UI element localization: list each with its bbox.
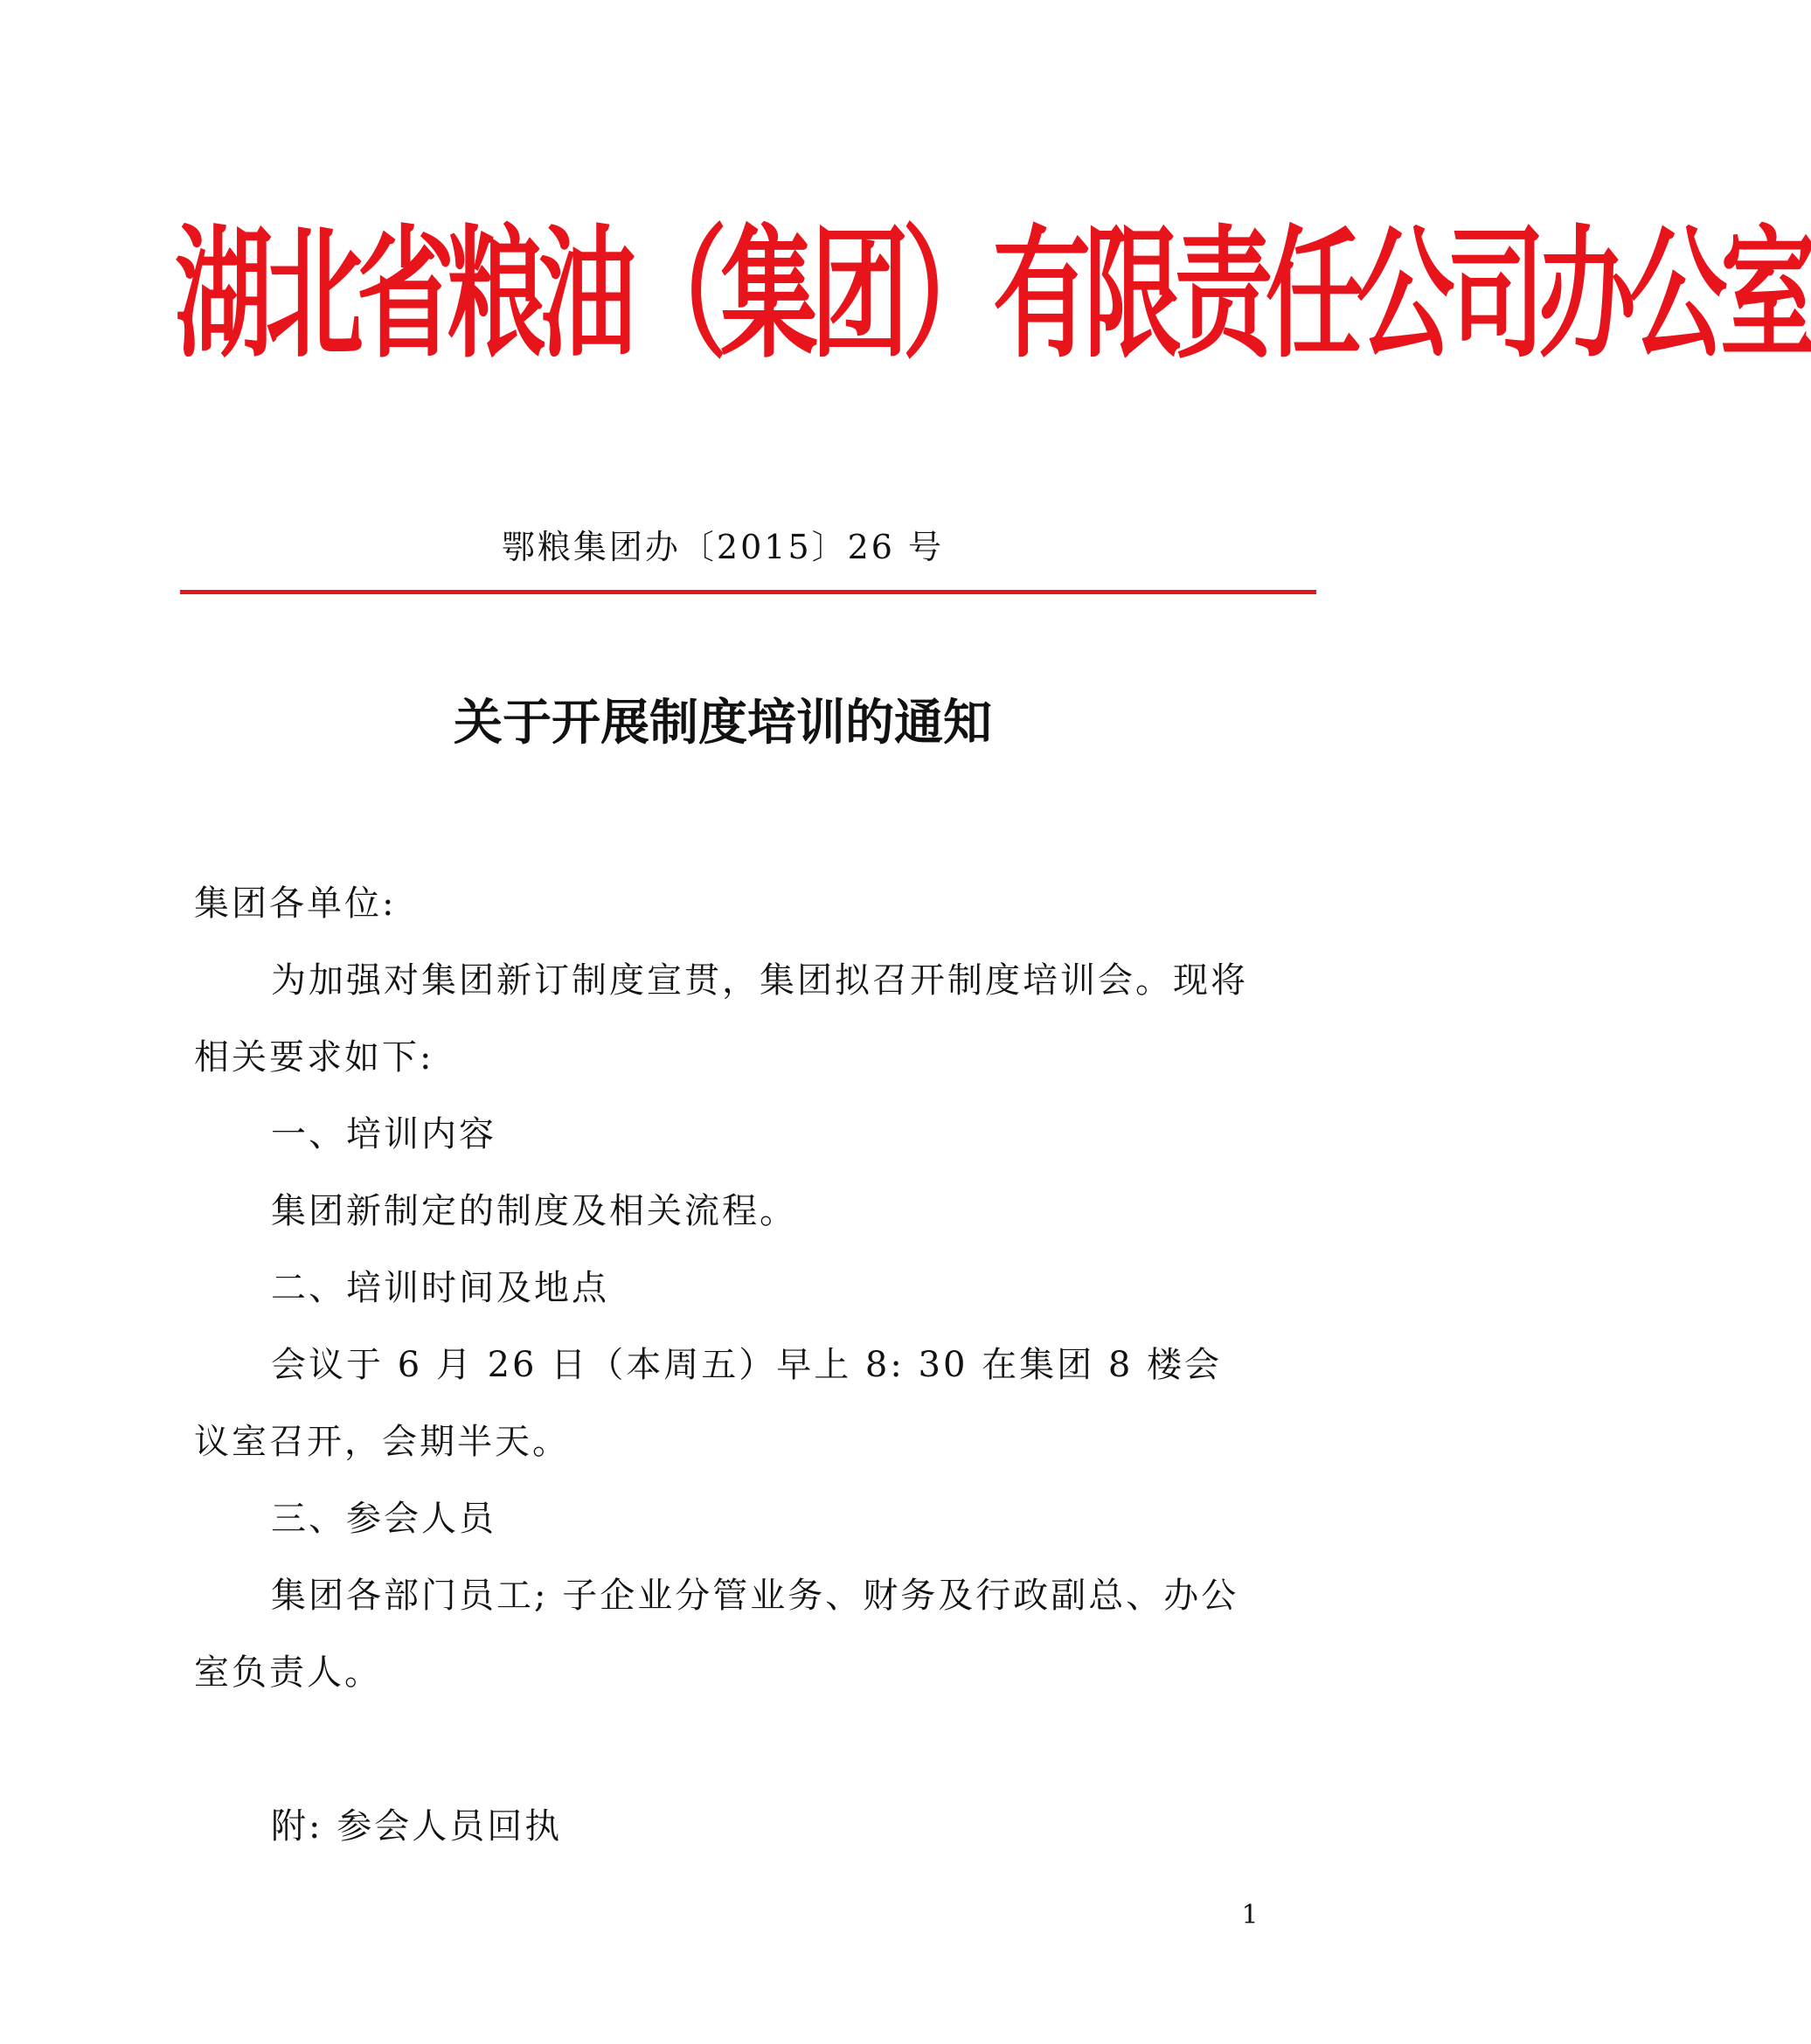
section-heading-content: 一、培训内容 xyxy=(271,1114,496,1154)
notice-body xyxy=(194,865,1252,1865)
section-text-time-place: 会议于 6 月 26 日（本周五）早上 8: 30 在集团 8 楼会议室召开，会期半天。 xyxy=(194,1345,1223,1462)
document-number: 鄂粮集团办〔2015〕26 号 xyxy=(501,528,945,566)
page-number: 1 xyxy=(1241,1900,1259,1930)
attachment-note: 附: 参会人员回执 xyxy=(271,1806,563,1847)
notice-title: 关于开展制度培训的通知 xyxy=(454,695,992,752)
blank-line xyxy=(194,1711,1252,1788)
salutation: 集团各单位: xyxy=(194,883,397,924)
intro-paragraph: 为加强对集团新订制度宣贯，集团拟召开制度培训会。现将相关要求如下: xyxy=(194,960,1248,1077)
section-heading-time-place: 二、培训时间及地点 xyxy=(271,1268,609,1308)
section-text-content: 集团新制定的制度及相关流程。 xyxy=(271,1191,797,1231)
section-text-attendees: 集团各部门员工; 子企业分管业务、财务及行政副总、办公室负责人。 xyxy=(194,1576,1239,1693)
red-divider-rule xyxy=(180,590,1316,594)
issuer-masthead: 湖北省粮油（集团）有限责任公司办公室 xyxy=(175,212,1811,378)
section-heading-attendees: 三、参会人员 xyxy=(271,1499,496,1539)
